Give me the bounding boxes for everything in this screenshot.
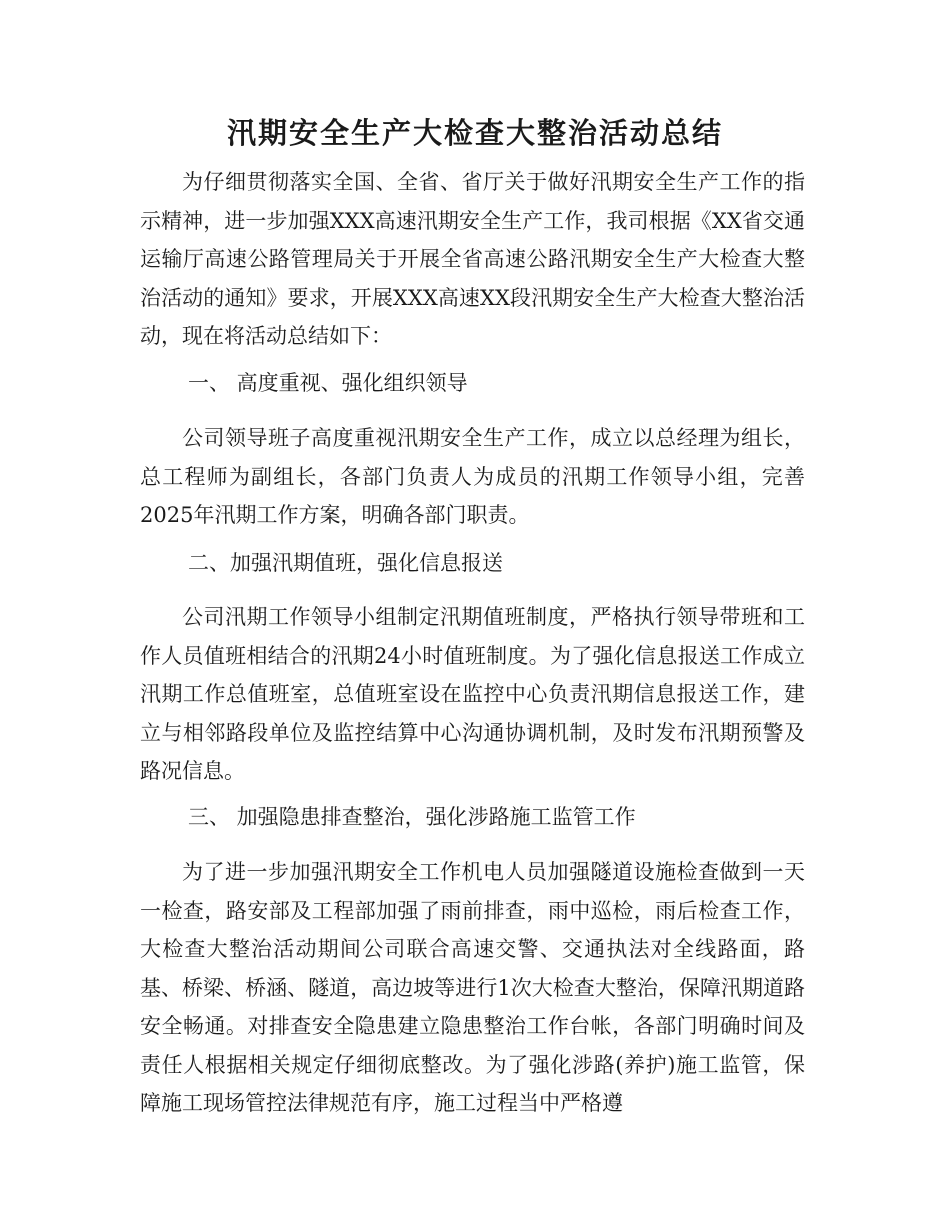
- section-heading-2: 二、加强汛期值班，强化信息报送: [188, 551, 503, 575]
- section-1-paragraph: 公司领导班子高度重视汛期安全生产工作，成立以总经理为组长，总工程师为副组长，各部门负责人为成员的汛期工作领导小组，完善2025年汛期工作方案，明确各部门职责。: [140, 426, 805, 527]
- section-2-paragraph: 公司汛期工作领导小组制定汛期值班制度，严格执行领导带班和工作人员值班相结合的汛期24小时值班制度。为了强化信息报送工作成立汛期工作总值班室，总值班室设在监控中心负责汛期信息报送工作，建立与相邻路段单位及监控结算中心沟通协调机制，及时发布汛期预警及路况信息。: [140, 605, 805, 783]
- section-heading-1: 一、 高度重视、强化组织领导: [188, 371, 468, 395]
- document-title: 汛期安全生产大检查大整治活动总结: [226, 116, 723, 150]
- section-3-paragraph: 为了进一步加强汛期安全工作机电人员加强隧道设施检查做到一天一检查，路安部及工程部加强了雨前排查，雨中巡检，雨后检查工作，大检查大整治活动期间公司联合高速交警、交通执法对全线路面，路基、桥梁、桥涵、隧道，高边坡等进行1次大检查大整治，保障汛期道路安全畅通。对排查安全隐患建立隐患整治工作台帐，各部门明确时间及责任人根据相关规定仔细彻底整改。为了强化涉路(养护)施工监管，保障施工现场管控法律规范有序，施工过程当中严格遵: [140, 860, 805, 1115]
- intro-paragraph: 为仔细贯彻落实全国、全省、省厅关于做好汛期安全生产工作的指示精神，进一步加强XXX高速汛期安全生产工作，我司根据《XX省交通运输厅高速公路管理局关于开展全省高速公路汛期安全生产大检查大整治活动的通知》要求，开展XXX高速XX段汛期安全生产大检查大整治活动，现在将活动总结如下：: [140, 170, 805, 348]
- section-heading-3: 三、 加强隐患排查整治，强化涉路施工监管工作: [188, 805, 636, 829]
